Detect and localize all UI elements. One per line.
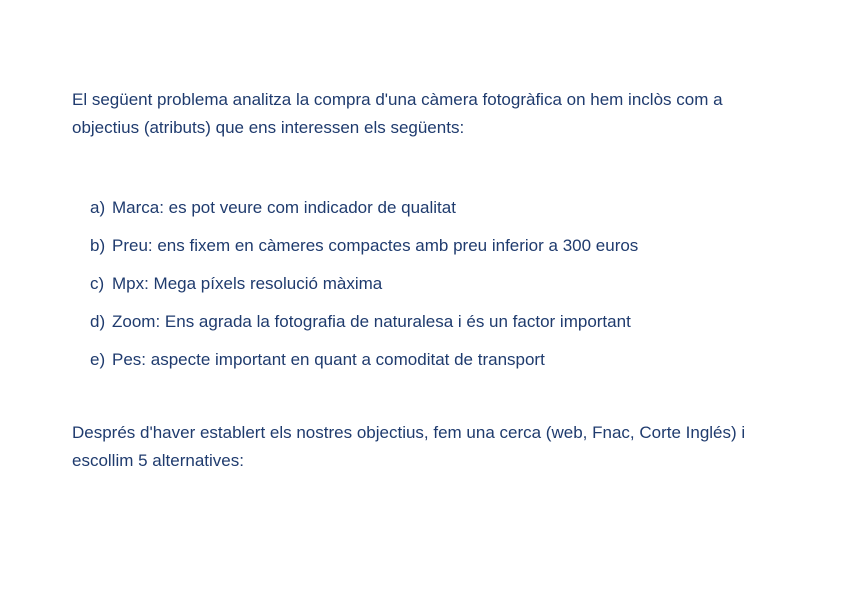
list-item-marker: a) bbox=[90, 198, 106, 217]
list-item bbox=[90, 341, 780, 379]
outro-paragraph: Després d'haver establert els nostres objectius, fem una cerca (web, Fnac, Corte Inglés) i escollim 5 alternatives: bbox=[72, 423, 746, 470]
list-item bbox=[90, 189, 780, 227]
list-item-text: Preu: ens fixem en càmeres compactes amb preu inferior a 300 euros bbox=[112, 236, 639, 255]
list-item bbox=[90, 303, 780, 341]
intro-paragraph: El següent problema analitza la compra d'una càmera fotogràfica on hem inclòs com a objectius (atributs) que ens interessen els següents: bbox=[72, 90, 723, 137]
list-item bbox=[90, 227, 780, 265]
list-item-text: Mpx: Mega píxels resolució màxima bbox=[112, 274, 383, 293]
list-item-marker: d) bbox=[90, 312, 106, 331]
list-item-text: Pes: aspecte important en quant a comoditat de transport bbox=[112, 350, 545, 369]
list-item-marker: e) bbox=[90, 350, 106, 369]
list-item-marker: c) bbox=[90, 274, 105, 293]
objectives-list bbox=[90, 189, 780, 379]
list-item-text: Marca: es pot veure com indicador de qualitat bbox=[112, 198, 456, 217]
list-item bbox=[90, 265, 780, 303]
document-page bbox=[72, 86, 788, 470]
list-item-marker: b) bbox=[90, 236, 106, 255]
list-item-text: Zoom: Ens agrada la fotografia de naturalesa i és un factor important bbox=[112, 312, 631, 331]
